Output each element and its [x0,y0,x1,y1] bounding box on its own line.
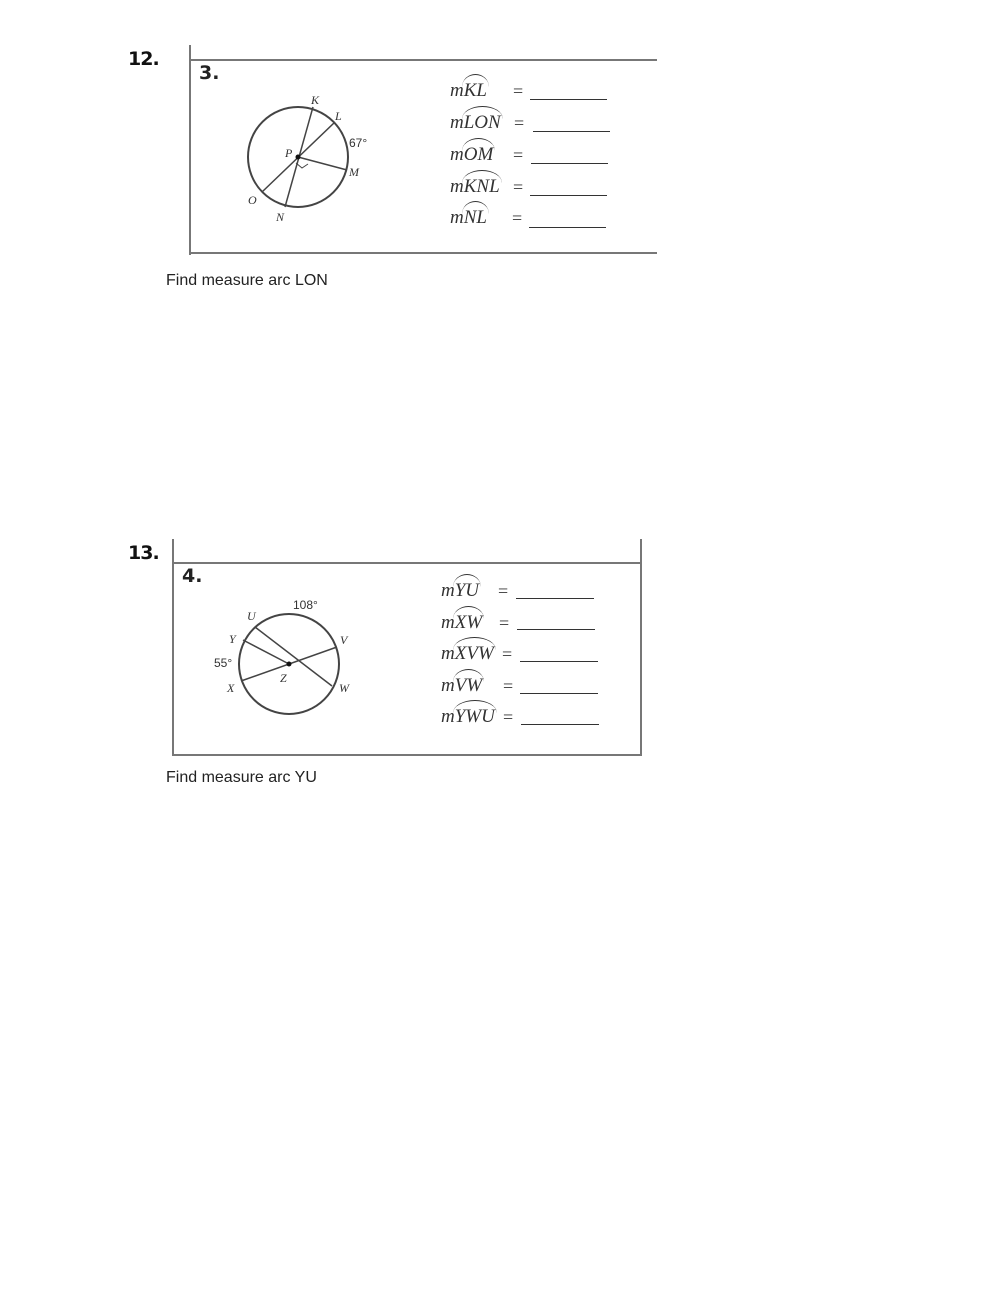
equals-sign: = [513,177,524,197]
answer-blank [529,227,606,228]
arc-name: XW [454,612,483,633]
equation-row [450,176,500,198]
label-y: Y [229,632,236,646]
question-number: 12. [128,48,159,70]
arc-name: LON [463,112,501,133]
arc-name: KNL [463,176,500,197]
equation-row [441,580,479,602]
m-label: m [450,80,464,101]
answer-blank [530,195,607,196]
arc-name: NL [463,207,487,228]
problem-number: 3. [199,62,220,84]
center-point [296,155,301,160]
label-p: P [285,146,293,160]
equals-sign: = [514,113,525,133]
m-label: m [441,612,455,633]
answer-blank [520,693,598,694]
label-n: N [276,210,285,224]
label-v: V [340,633,348,647]
equation-row [450,207,487,229]
answer-blank [533,131,610,132]
answer-blank [516,598,594,599]
equals-sign: = [503,707,514,727]
equals-sign: = [513,145,524,165]
equation-row [441,643,494,665]
m-label: m [441,643,455,664]
question-caption: Find measure arc YU [166,769,317,786]
diameter-uw [255,627,332,686]
m-label: m [441,580,455,601]
question-number: 13. [128,542,159,564]
question-caption: Find measure arc LON [166,272,328,289]
equals-sign: = [503,676,514,696]
m-label: m [450,176,464,197]
angle-label-top: 108° [293,598,318,612]
radius-pm [298,157,347,170]
arc-name: XVW [454,643,494,664]
label-o: O [248,193,257,207]
angle-label: 67° [349,136,368,150]
equation-row [450,80,487,102]
arc-name: OM [463,144,494,165]
center-point [287,662,292,667]
equation-row [441,612,482,634]
circle-diagram [0,0,1000,300]
label-x: X [227,681,235,695]
answer-blank [521,724,599,725]
answer-blank [530,99,607,100]
equation-row [441,706,495,728]
equation-row [441,675,482,697]
equals-sign: = [499,613,510,633]
m-label: m [450,112,464,133]
answer-blank [531,163,608,164]
equals-sign: = [498,581,509,601]
equals-sign: = [502,644,513,664]
m-label: m [441,706,455,727]
angle-label-left: 55° [214,656,233,670]
label-u: U [247,609,256,623]
answer-blank [520,661,598,662]
problem-number: 4. [182,565,203,587]
m-label: m [450,144,464,165]
equals-sign: = [513,81,524,101]
label-k: K [311,93,320,107]
arc-name: YWU [454,706,495,727]
equation-row [450,144,493,166]
m-label: m [441,675,455,696]
label-w: W [339,681,349,695]
label-m: M [349,165,359,179]
label-l: L [335,109,342,123]
label-z: Z [280,671,287,685]
equation-row [450,112,501,134]
equals-sign: = [512,208,523,228]
arc-name: YU [454,580,480,601]
m-label: m [450,207,464,228]
arc-name: VW [454,675,483,696]
radius-yz [243,640,289,664]
arc-name: KL [463,80,487,101]
answer-blank [517,629,595,630]
